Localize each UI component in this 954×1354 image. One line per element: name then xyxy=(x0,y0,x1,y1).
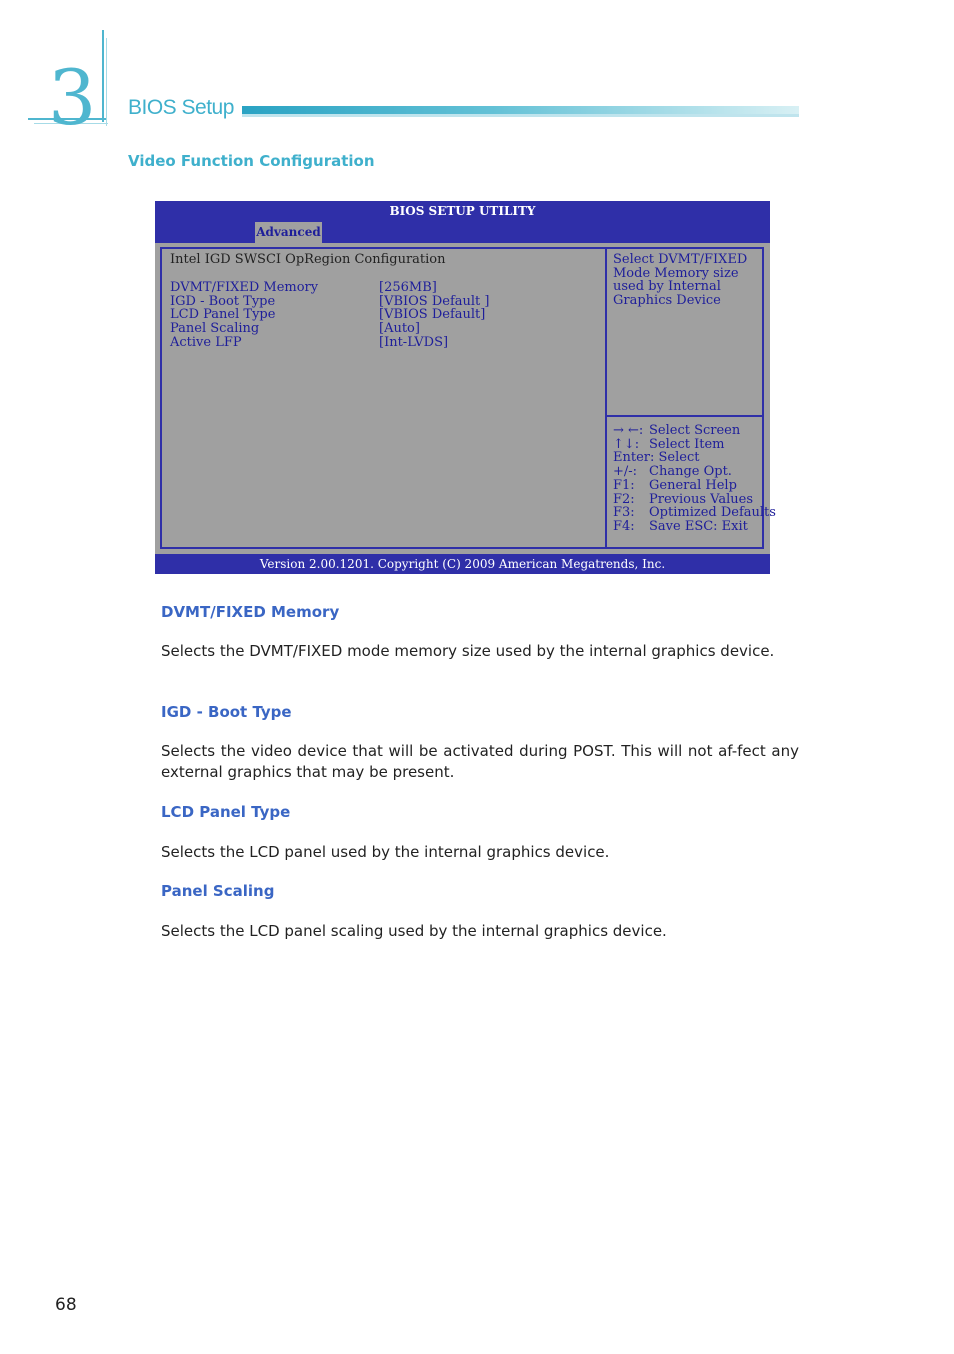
bios-screen xyxy=(155,201,776,574)
igd-boot-type-description: Selects the video device that will be activated during POST. This will not af-fect any external graphics that may be present. xyxy=(161,742,799,781)
key-action: Select xyxy=(658,450,700,466)
setting-igd-boot-type[interactable]: IGD - Boot Type xyxy=(170,293,276,309)
key-row xyxy=(613,451,776,465)
bios-help-divider xyxy=(606,415,763,417)
key-label: ↑↓: xyxy=(613,436,640,452)
key-row xyxy=(613,438,776,452)
setting-panel-scaling[interactable]: Panel Scaling xyxy=(170,321,260,337)
key-action: Save ESC: Exit xyxy=(649,518,748,534)
key-label: +/-: xyxy=(613,464,638,480)
bios-help-text: Select DVMT/FIXED Mode Memory size used by Internal Graphics Device xyxy=(613,252,748,309)
bios-setting-labels xyxy=(170,281,318,350)
bios-key-legend xyxy=(613,424,776,534)
setting-dvmt-memory[interactable]: DVMT/FIXED Memory xyxy=(170,280,319,295)
bios-panel-divider xyxy=(605,247,607,549)
chapter-title-bar-shade xyxy=(242,114,799,117)
value-panel-scaling[interactable]: [Auto] xyxy=(379,321,420,337)
key-action: General Help xyxy=(649,477,737,493)
value-active-lfp[interactable]: [Int-LVDS] xyxy=(379,334,449,350)
key-row xyxy=(613,479,776,493)
key-row xyxy=(613,424,776,438)
key-label: F2: xyxy=(613,491,635,507)
tab-advanced[interactable]: Advanced xyxy=(255,222,322,243)
key-label: → ←: xyxy=(613,423,644,438)
dvmt-memory-heading: DVMT/FIXED Memory xyxy=(161,603,340,621)
key-label: Enter: xyxy=(613,450,655,466)
setting-active-lfp[interactable]: Active LFP xyxy=(170,334,242,350)
lcd-panel-type-heading: LCD Panel Type xyxy=(161,803,291,821)
key-label: F3: xyxy=(613,505,635,521)
chapter-marker-line xyxy=(102,30,104,122)
setting-lcd-panel-type[interactable]: LCD Panel Type xyxy=(170,307,276,323)
value-dvmt-memory[interactable]: [256MB] xyxy=(379,280,437,295)
chapter-marker-line xyxy=(106,38,107,126)
bios-title-bar: BIOS SETUP UTILITY xyxy=(155,201,770,221)
section-heading: Video Function Configuration xyxy=(128,152,375,170)
bios-tab-bar xyxy=(155,221,770,243)
key-row xyxy=(613,520,776,534)
panel-scaling-description: Selects the LCD panel scaling used by the internal graphics device. xyxy=(161,922,667,940)
bios-panel-title: Intel IGD SWSCI OpRegion Configuration xyxy=(170,252,446,267)
dvmt-memory-description: Selects the DVMT/FIXED mode memory size used by the internal graphics device. xyxy=(161,642,775,660)
key-label: F4: xyxy=(613,518,635,534)
value-igd-boot-type[interactable]: [VBIOS Default ] xyxy=(379,293,490,309)
page-number: 68 xyxy=(55,1295,77,1315)
key-action: Select Screen xyxy=(649,423,741,438)
key-action: Change Opt. xyxy=(649,464,732,480)
key-action: Select Item xyxy=(649,436,725,452)
chapter-marker xyxy=(28,30,108,142)
key-row xyxy=(613,465,776,479)
key-row xyxy=(613,506,776,520)
key-label: F1: xyxy=(613,477,635,493)
bios-footer: Version 2.00.1201. Copyright (C) 2009 American Megatrends, Inc. xyxy=(155,554,770,574)
igd-boot-type-heading: IGD - Boot Type xyxy=(161,703,292,721)
chapter-title: BIOS Setup xyxy=(128,96,234,119)
value-lcd-panel-type[interactable]: [VBIOS Default] xyxy=(379,307,486,323)
key-row xyxy=(613,493,776,507)
bios-setting-values xyxy=(379,281,489,350)
chapter-number: 3 xyxy=(48,53,97,142)
key-action: Previous Values xyxy=(649,491,753,507)
panel-scaling-heading: Panel Scaling xyxy=(161,882,275,900)
key-action: Optimized Defaults xyxy=(649,505,776,521)
lcd-panel-type-description: Selects the LCD panel used by the internal graphics device. xyxy=(161,843,610,861)
